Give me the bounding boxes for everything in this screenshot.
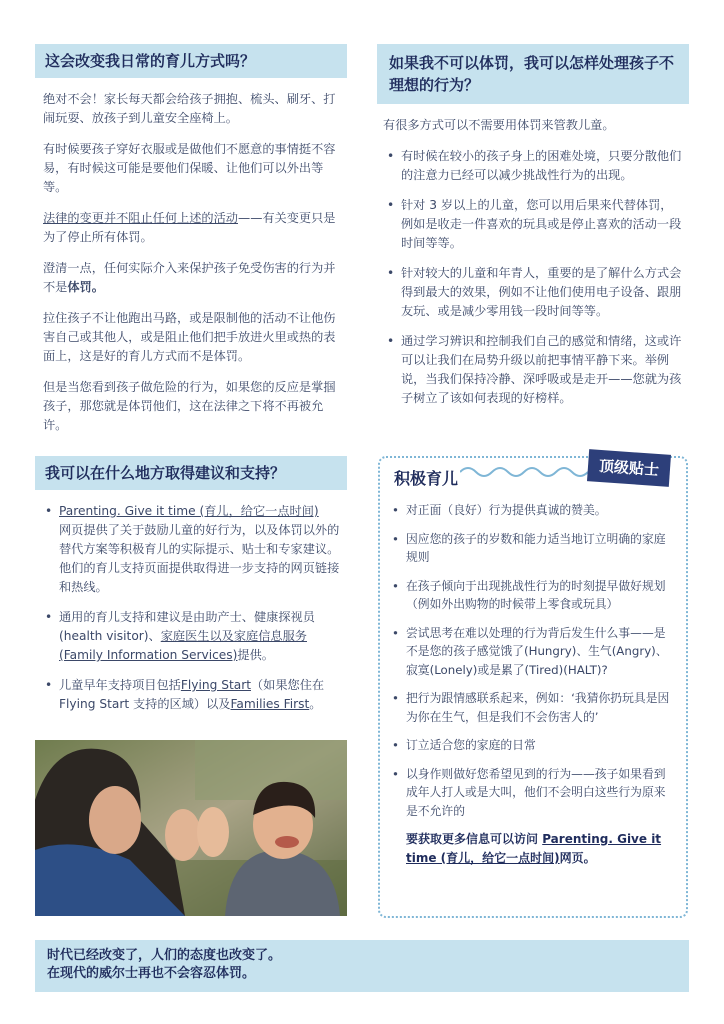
paragraph: 绝对不会！家长每天都会给孩子拥抱、梳头、刷牙、打闹玩耍、放孩子到儿童安全座椅上。: [43, 92, 336, 125]
tip-item: • 在孩子倾向于出现挑战性行为的时刻提早做好规划（例如外出购物的时候带上零食或玩具）: [388, 577, 676, 614]
paragraph: 拉住孩子不让他跑出马路，或是限制他的活动不让他伤害自己或其他人，或是阻止他们把手放进火里或热的表面上，这是好的育儿方式而不是体罚。: [43, 311, 336, 363]
section-heading: 如果我不可以体罚，我可以怎样处理孩子不理想的行为？: [377, 44, 689, 104]
list-item: • Parenting. Give it time (育儿，给它一点时间) 网页提供了关于鼓励儿童的好行为，以及体罚以外的替代方案等积极育儿的实际提示、贴士和专家建议。他们的育儿支持页面提供取得进一步支持的网页链接和热线。: [41, 502, 341, 597]
list-item: • 儿童早年支持项目包括Flying Start（如果您住在Flying Start 支持的区域）以及Families First。: [41, 676, 341, 714]
parent-child-photo: [35, 740, 347, 916]
paragraph: 有时候要孩子穿好衣服或是做他们不愿意的事情挺不容易，有时候这可能是要他们保暖、让他们可以外出等等。: [43, 142, 336, 194]
families-first-link[interactable]: Families First: [230, 697, 310, 711]
alternatives-list: [383, 147, 683, 408]
tip-item: • 以身作则做好您希望见到的行为——孩子如果看到成年人打人或是大叫，他们不会明白这些行为原来是不允许的: [388, 765, 676, 821]
footer-banner: [35, 940, 689, 992]
tips-list: [388, 501, 676, 820]
law-change-text: ——有关变更只是为了停止所有体罚。: [43, 211, 336, 244]
section-heading: 我可以在什么地方取得建议和支持？: [35, 456, 347, 490]
top-tips-badge: 顶级贴士: [587, 449, 671, 487]
tip-item: • 订立适合您的家庭的日常: [388, 736, 676, 755]
support-list: [35, 490, 347, 714]
law-change-link[interactable]: 法律的变更并不阻止任何上述的活动: [43, 211, 238, 225]
paragraph: 但是当您看到孩子做危险的行为，如果您的反应是掌掴孩子，那您就是体罚他们，这在法律之下将不再被允许。: [43, 380, 336, 432]
positive-parenting-tips: [378, 456, 688, 918]
more-info: 要获取更多信息可以访问 Parenting. Give it time (育儿，给它一点时间)网页。: [406, 832, 662, 865]
list-item: • 通过学习辨识和控制我们自己的感觉和情绪，这或许可以让我们在局势升级以前把事情平静下来。举例说，当我们保持冷静、深呼吸或是走开——您就为孩子树立了该如何表现的好榜样。: [383, 332, 683, 408]
tip-item: • 因应您的孩子的岁数和能力适当地订立明确的家庭规则: [388, 530, 676, 567]
wave-decoration: [460, 462, 590, 480]
tip-item: • 尝试思考在难以处理的行为背后发生什么事——是不是您的孩子感觉饿了(Hungry)、生气(Angry)、寂寞(Lonely)或是累了(Tired)(HALT)?: [388, 624, 676, 680]
section-changes: [35, 44, 347, 447]
bold-term: 体罚。: [67, 280, 104, 294]
family-info-link[interactable]: 家庭医生以及家庭信息服务(Family Information Services): [59, 629, 307, 662]
section-support: [35, 456, 347, 725]
footer-line: 时代已经改变了，人们的态度也改变了。: [47, 948, 282, 963]
list-item: • 通用的育儿支持和建议是由助产士、健康探视员(health visitor)、家庭医生以及家庭信息服务(Family Information Services)提供。: [41, 608, 341, 665]
section-alternatives: [377, 44, 689, 419]
section-heading: 这会改变我日常的育儿方式吗？: [35, 44, 347, 78]
tips-title: 积极育儿: [394, 469, 459, 488]
list-item: • 针对 3 岁以上的儿童，您可以用后果来代替体罚，例如是收走一件喜欢的玩具或是停止喜欢的活动一段时间等等。: [383, 196, 683, 253]
parenting-link[interactable]: Parenting. Give it time (育儿，给它一点时间): [406, 832, 662, 865]
intro-text: 有很多方式可以不需要用体罚来管教儿童。: [383, 118, 615, 132]
list-item: • 有时候在较小的孩子身上的困难处境，只要分散他们的注意力已经可以减少挑战性行为的出现。: [383, 147, 683, 185]
parenting-link[interactable]: Parenting. Give it time (育儿，给它一点时间): [59, 504, 319, 518]
paragraph: [43, 209, 339, 247]
flying-start-link[interactable]: Flying Start: [180, 678, 251, 692]
list-item: • 针对较大的儿童和年青人，重要的是了解什么方式会得到最大的效果，例如不让他们使用电子设备、跟朋友玩、或是减少零用钱一段时间等等。: [383, 264, 683, 321]
tip-item: • 把行为跟情感联系起来，例如：‘我猜你扔玩具是因为你在生气，但是我们不会伤害人的’: [388, 689, 676, 726]
footer-line: 在现代的威尔士再也不会容忍体罚。: [47, 966, 256, 981]
tip-item: • 对正面（良好）行为提供真诚的赞美。: [388, 501, 676, 520]
paragraph: 澄清一点，任何实际介入来保护孩子免受伤害的行为并不是体罚。: [43, 261, 336, 294]
